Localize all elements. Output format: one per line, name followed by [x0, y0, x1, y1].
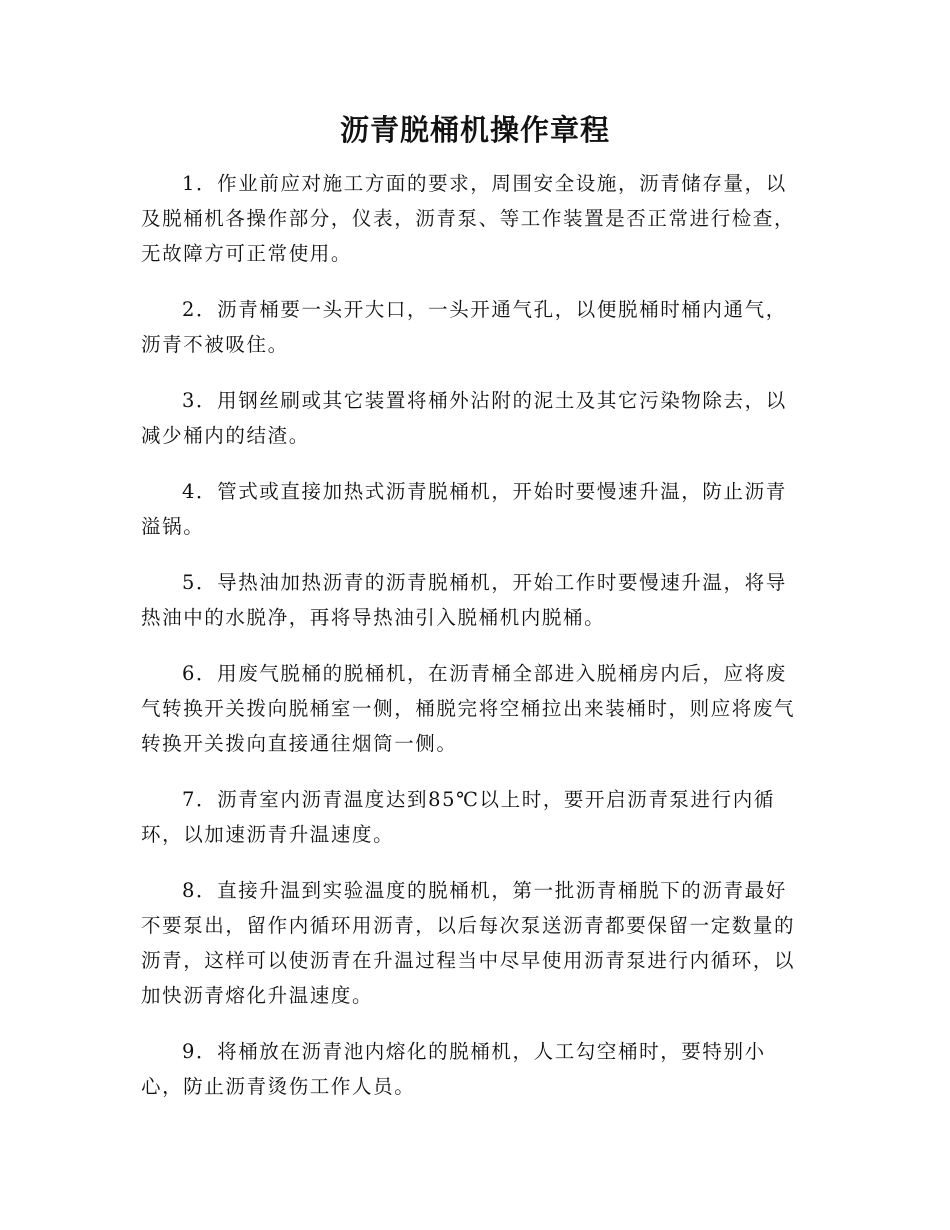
paragraph-number: 5． [182, 571, 218, 594]
paragraph-7 [141, 782, 807, 852]
paragraph-text: 沥青桶要一头开大口，一头开通气孔，以便脱桶时桶内通气，沥青不被吸住。 [141, 298, 787, 356]
paragraph-1 [141, 166, 807, 271]
paragraph-number: 3． [182, 389, 218, 412]
paragraph-8 [141, 873, 807, 1013]
paragraph-2 [141, 292, 807, 362]
paragraph-number: 9． [182, 1040, 218, 1063]
paragraph-number: 4． [182, 480, 218, 503]
paragraph-5 [141, 565, 807, 635]
paragraph-text: 沥青室内沥青温度达到85℃以上时，要开启沥青泵进行内循环，以加速沥青升温速度。 [141, 788, 775, 846]
document-title: 沥青脱桶机操作章程 [339, 113, 610, 147]
paragraph-6 [141, 656, 807, 761]
paragraph-text: 作业前应对施工方面的要求，周围安全设施，沥青储存量，以及脱桶机各操作部分，仪表，沥青泵、等工作装置是否正常进行检查，无故障方可正常使用。 [141, 172, 796, 265]
paragraph-text: 将桶放在沥青池内熔化的脱桶机，人工勾空桶时，要特别小心，防止沥青烫伤工作人员。 [141, 1040, 766, 1098]
paragraph-number: 1． [182, 172, 218, 195]
paragraph-3 [141, 383, 807, 453]
paragraph-text: 管式或直接加热式沥青脱桶机，开始时要慢速升温，防止沥青溢锅。 [141, 480, 787, 538]
paragraph-text: 用钢丝刷或其它装置将桶外沾附的泥土及其它污染物除去，以减少桶内的结渣。 [141, 389, 787, 447]
paragraph-9 [141, 1034, 807, 1104]
paragraph-text: 用废气脱桶的脱桶机，在沥青桶全部进入脱桶房内后，应将废气转换开关拨向脱桶室一侧，桶脱完将空桶拉出来装桶时，则应将废气转换开关拨向直接通往烟筒一侧。 [141, 662, 796, 755]
paragraph-4 [141, 474, 807, 544]
paragraph-number: 6． [182, 662, 218, 685]
paragraph-number: 8． [182, 879, 218, 902]
paragraph-number: 2． [182, 298, 218, 321]
paragraph-text: 导热油加热沥青的沥青脱桶机，开始工作时要慢速升温，将导热油中的水脱净，再将导热油引入脱桶机内脱桶。 [141, 571, 787, 629]
document-body [141, 166, 807, 1125]
paragraph-number: 7． [182, 788, 218, 811]
paragraph-text: 直接升温到实验温度的脱桶机，第一批沥青桶脱下的沥青最好不要泵出，留作内循环用沥青，以后每次泵送沥青都要保留一定数量的沥青，这样可以使沥青在升温过程当中尽早使用沥青泵进行内循环，以加快沥青熔化升温速度。 [141, 879, 796, 1007]
